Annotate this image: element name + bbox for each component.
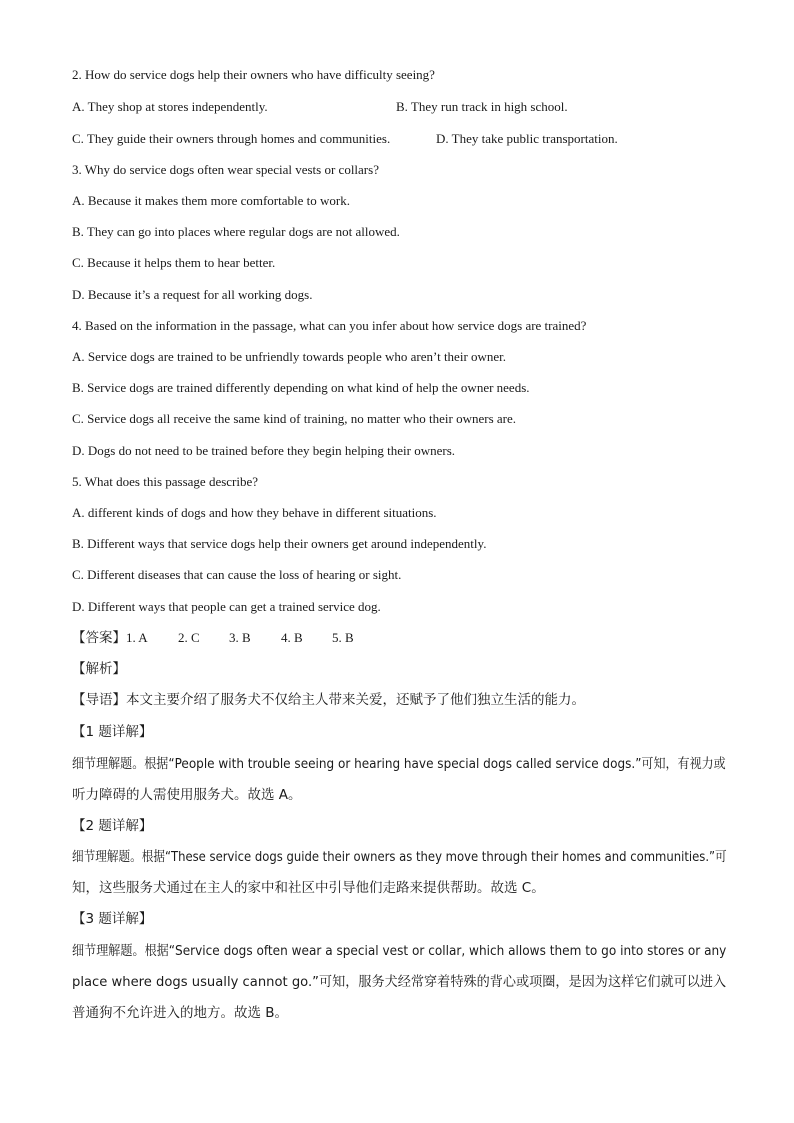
question-2-option-d: D. They take public transportation. bbox=[436, 131, 618, 146]
answer-item: 4. B bbox=[281, 630, 303, 645]
answer-line bbox=[72, 629, 354, 647]
analysis-label: 【解析】 bbox=[72, 661, 126, 677]
question-5-stem: 5. What does this passage describe? bbox=[72, 474, 259, 489]
answer-item: 1. A bbox=[126, 630, 148, 645]
question-5-option-b: B. Different ways that service dogs help their owners get around independently. bbox=[72, 536, 487, 551]
question-3-option-a: A. Because it makes them more comfortable to work. bbox=[72, 193, 350, 208]
question-3-option-b: B. They can go into places where regular dogs are not allowed. bbox=[72, 224, 400, 239]
answer-item: 2. C bbox=[178, 630, 200, 645]
question-4-stem: 4. Based on the information in the passage, what can you infer about how service dogs are trained? bbox=[72, 318, 587, 333]
question-3-option-d: D. Because it’s a request for all working dogs. bbox=[72, 287, 313, 302]
detail-1-title: 【1 题详解】 bbox=[72, 724, 153, 740]
question-4-option-d: D. Dogs do not need to be trained before they begin helping their owners. bbox=[72, 443, 456, 458]
question-4-option-b: B. Service dogs are trained differently depending on what kind of help the owner needs. bbox=[72, 380, 530, 395]
question-2-option-b: B. They run track in high school. bbox=[396, 99, 568, 114]
answer-item: 3. B bbox=[229, 630, 251, 645]
detail-3-text: place where dogs usually cannot go.”可知，服务犬经常穿着特殊的背心或项圈，是因为这样它们就可以进入 bbox=[72, 974, 727, 990]
question-5-option-c: C. Different diseases that can cause the loss of hearing or sight. bbox=[72, 567, 402, 582]
detail-2-text: 细节理解题。根据“These service dogs guide their owners as they move through their homes and communities.”可 bbox=[72, 849, 727, 865]
detail-3-text: 细节理解题。根据“Service dogs often wear a special vest or collar, which allows them to go into stores or any bbox=[72, 943, 727, 959]
detail-2-text: 知，这些服务犬通过在主人的家中和社区中引导他们走路来提供帮助。故选 C。 bbox=[72, 880, 545, 896]
detail-2-title: 【2 题详解】 bbox=[72, 818, 153, 834]
question-5-option-a: A. different kinds of dogs and how they behave in different situations. bbox=[72, 505, 437, 520]
answer-item: 5. B bbox=[332, 630, 354, 645]
answer-label: 【答案】 bbox=[72, 630, 126, 646]
question-4-option-a: A. Service dogs are trained to be unfriendly towards people who aren’t their owner. bbox=[72, 349, 507, 364]
detail-3-text: 普通狗不允许进入的地方。故选 B。 bbox=[72, 1005, 289, 1021]
detail-1-text: 细节理解题。根据“People with trouble seeing or hearing have special dogs called service dogs.”可知，有视力或 bbox=[72, 756, 726, 772]
detail-3-title: 【3 题详解】 bbox=[72, 911, 153, 927]
question-2-option-c: C. They guide their owners through homes and communities. bbox=[72, 131, 391, 146]
detail-1-text: 听力障碍的人需使用服务犬。故选 A。 bbox=[72, 787, 302, 803]
question-2-option-a: A. They shop at stores independently. bbox=[72, 99, 268, 114]
question-2-stem: 2. How do service dogs help their owners who have difficulty seeing? bbox=[72, 67, 435, 82]
question-3-option-c: C. Because it helps them to hear better. bbox=[72, 255, 276, 270]
question-4-option-c: C. Service dogs all receive the same kind of training, no matter who their owners are. bbox=[72, 411, 517, 426]
question-3-stem: 3. Why do service dogs often wear special vests or collars? bbox=[72, 162, 379, 177]
analysis-intro: 【导语】本文主要介绍了服务犬不仅给主人带来关爱，还赋予了他们独立生活的能力。 bbox=[72, 692, 585, 708]
question-5-option-d: D. Different ways that people can get a trained service dog. bbox=[72, 599, 381, 614]
